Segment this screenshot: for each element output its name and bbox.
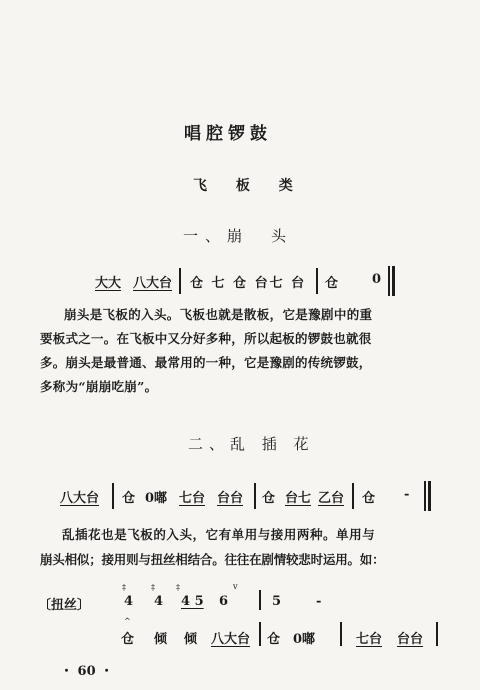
barline: [436, 622, 438, 646]
barline: [388, 266, 390, 296]
lyric: 台台: [397, 632, 424, 647]
score1-m3-a: 仓: [325, 276, 339, 291]
paragraph-line: 多称为“崩崩吃崩”。: [40, 379, 158, 394]
score2-m2-a: 仓: [122, 491, 136, 506]
score2-m3-a: 仓: [262, 491, 276, 506]
paragraph-line: 多。崩头是最普通、最常用的一种，它是豫剧的传统锣鼓，: [40, 355, 372, 370]
lyric: 仓: [267, 632, 281, 647]
score2-m4-b: -: [404, 487, 410, 502]
note: -: [316, 594, 322, 609]
lyric: 倾: [184, 632, 198, 647]
paragraph-line: 乱插花也是飞板的入头，它有单用与接用两种。单用与: [62, 527, 376, 542]
score1-m3-b: 0: [372, 272, 382, 287]
barline: [340, 622, 342, 646]
grace-mark: ‡: [122, 583, 126, 592]
lyric: 0嘟: [293, 632, 316, 647]
note: 4 5: [181, 594, 204, 609]
example-label: 〔扭丝〕: [38, 598, 91, 613]
barline: [316, 268, 318, 294]
paragraph-line: 崩头是飞板的入头。飞板也就是散板，它是豫剧中的重: [64, 307, 373, 322]
score2-m2-d: 台台: [217, 491, 244, 506]
note: 5: [272, 594, 282, 609]
barline: [259, 622, 261, 646]
breath-mark: v: [233, 582, 238, 591]
score1-m1-a: 大大: [95, 276, 122, 291]
paragraph-line: 崩头相似；接用则与扭丝相结合。往往在剧情较悲时运用。如：: [40, 552, 385, 567]
end-barline: [428, 481, 431, 511]
score2-m3-c: 乙台: [318, 491, 345, 506]
page-number: ・ 60 ・: [60, 664, 114, 679]
end-barline: [392, 266, 395, 296]
note: 4: [154, 594, 164, 609]
score2-m4-a: 仓: [362, 491, 376, 506]
barline: [112, 483, 114, 509]
barline: [424, 481, 426, 511]
score2-m2-c: 七台: [179, 491, 206, 506]
lyric: 仓: [121, 632, 135, 647]
category-heading: 飞 板 类: [193, 178, 305, 194]
paragraph-line: 要板式之一。在飞板中又分好多种，所以起板的锣鼓也就很: [40, 331, 372, 346]
section2-heading: 二、乱 插 花: [188, 435, 315, 453]
barline: [259, 590, 261, 610]
section1-heading: 一、崩 头: [183, 227, 294, 245]
grace-mark: ‡: [151, 583, 155, 592]
score2-m3-b: 台七: [285, 491, 312, 506]
lyric: 七台: [356, 632, 383, 647]
score1-m1-b: 八大台: [133, 276, 173, 291]
note: 6: [219, 594, 229, 609]
lyric: 倾: [154, 632, 168, 647]
accent-mark: ^: [124, 617, 131, 626]
note: 4: [124, 594, 134, 609]
page-title: 唱腔锣鼓: [184, 124, 272, 144]
barline: [254, 483, 256, 509]
score1-m2: 仓 七 仓 台七 台: [190, 276, 307, 291]
grace-mark: ‡: [176, 583, 180, 592]
score2-m2-b: 0嘟: [145, 491, 168, 506]
score2-m1: 八大台: [60, 491, 100, 506]
barline: [352, 483, 354, 509]
barline: [179, 268, 181, 294]
lyric: 八大台: [211, 632, 251, 647]
